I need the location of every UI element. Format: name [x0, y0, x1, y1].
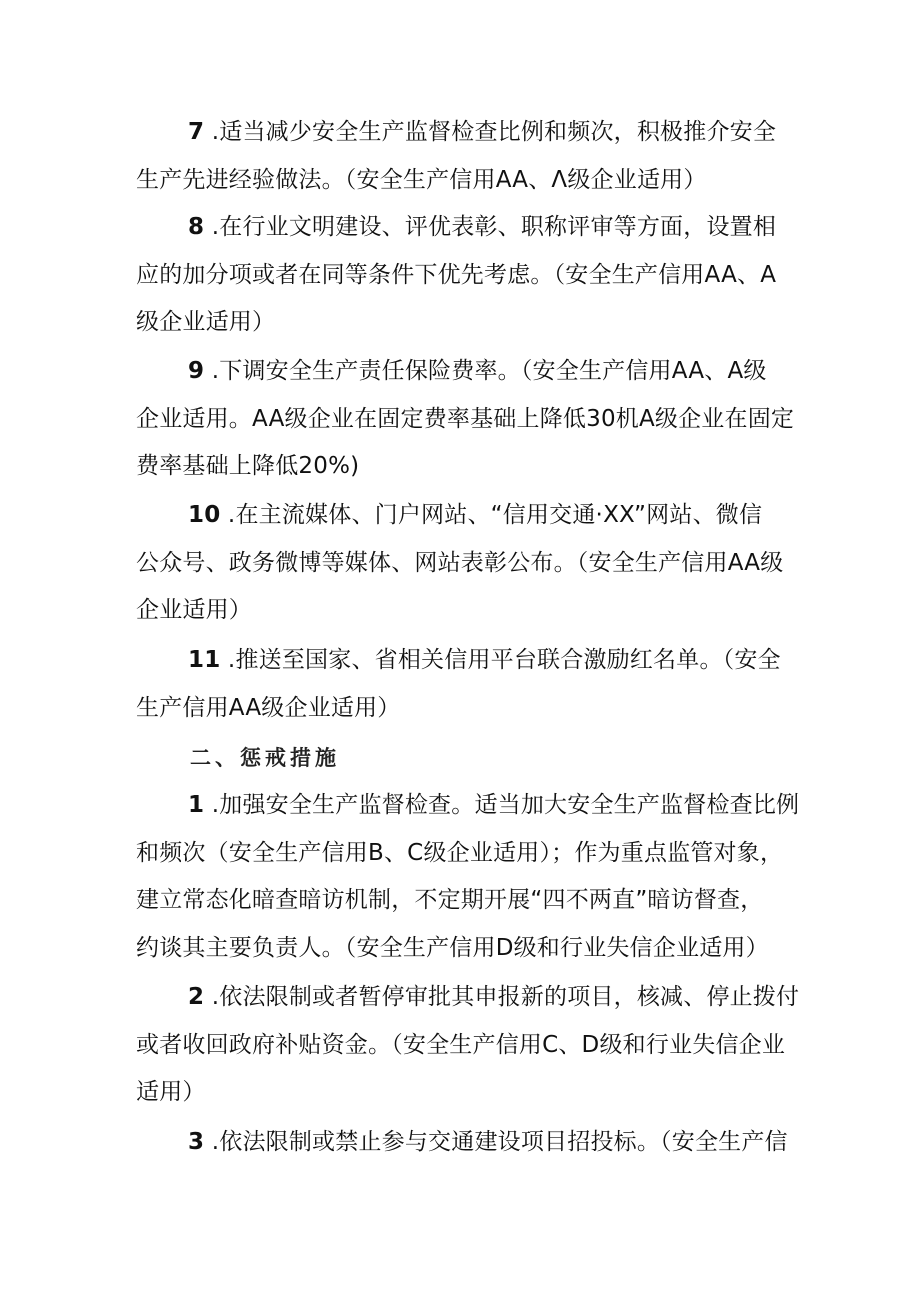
paragraph-item-8 — [136, 204, 786, 347]
line-text: .适当减少安全生产监督检查比例和频次，积极推介安全 — [204, 119, 777, 145]
paragraph-line: 费率基础上降低20%) — [136, 453, 360, 479]
paragraph-line — [136, 348, 786, 396]
item-number: 7 — [188, 119, 205, 145]
paragraph-line — [136, 492, 786, 540]
paragraph-item-7 — [136, 109, 786, 204]
item-number: 10 — [188, 502, 221, 528]
paragraph-line — [136, 782, 800, 830]
paragraph-line: 公众号、政务微博等媒体、网站表彰公布。（安全生产信用AA级 — [136, 549, 784, 576]
paragraph-line: 生产信用AA级企业适用） — [136, 694, 401, 721]
item-number: 2 — [188, 984, 205, 1010]
section-heading: 二、惩戒措施 — [190, 745, 340, 770]
paragraph-line: 生产先进经验做法。（安全生产信用AA、Λ级企业适用） — [136, 166, 707, 193]
paragraph-line — [136, 204, 786, 252]
paragraph-line — [136, 1119, 786, 1167]
paragraph-punish-item-3 — [136, 1119, 786, 1167]
paragraph-line: 应的加分项或者在同等条件下优先考虑。（安全生产信用AA、A — [136, 261, 777, 288]
line-text: .在行业文明建设、评优表彰、职称评审等方面，设置相 — [204, 214, 777, 240]
line-text: .加强安全生产监督检查。适当加大安全生产监督检查比例 — [204, 792, 800, 818]
paragraph-item-10 — [136, 492, 786, 635]
paragraph-line: 和频次（安全生产信用B、C级企业适用）；作为重点监管对象， — [136, 839, 784, 866]
line-text: .在主流媒体、门户网站、“信用交通·XX”网站、微信 — [220, 502, 763, 528]
paragraph-punish-item-1 — [136, 782, 800, 972]
item-number: 11 — [188, 647, 221, 673]
paragraph-line: 适用） — [136, 1079, 206, 1105]
paragraph-line: 约谈其主要负责人。（安全生产信用D级和行业失信企业适用） — [136, 934, 769, 961]
paragraph-line — [136, 109, 786, 157]
item-number: 9 — [188, 358, 205, 384]
paragraph-line: 级企业适用） — [136, 309, 276, 335]
line-text: .下调安全生产责任保险费率。（安全生产信用AA、A级 — [204, 358, 767, 384]
paragraph-line: 建立常态化暗查暗访机制，不定期开展“四不两直”暗访督查， — [136, 887, 764, 913]
item-number: 3 — [188, 1129, 205, 1155]
line-text: .依法限制或者暂停审批其申报新的项目，核减、停止拨付 — [204, 984, 800, 1010]
paragraph-line — [136, 637, 786, 685]
paragraph-punish-item-2 — [136, 974, 800, 1117]
line-text: .依法限制或禁止参与交通建设项目招投标。（安全生产信 — [204, 1129, 788, 1155]
item-number: 8 — [188, 214, 205, 240]
paragraph-line — [136, 974, 800, 1022]
item-number: 1 — [188, 792, 205, 818]
paragraph-item-9 — [136, 348, 795, 491]
paragraph-line: 企业适用。AA级企业在固定费率基础上降低30机A级企业在固定 — [136, 405, 795, 432]
paragraph-line: 企业适用） — [136, 597, 252, 623]
line-text: .推送至国家、省相关信用平台联合激励红名单。（安全 — [220, 647, 781, 673]
paragraph-item-11 — [136, 637, 786, 732]
paragraph-line: 或者收回政府补贴资金。（安全生产信用C、D级和行业失信企业 — [136, 1031, 786, 1058]
